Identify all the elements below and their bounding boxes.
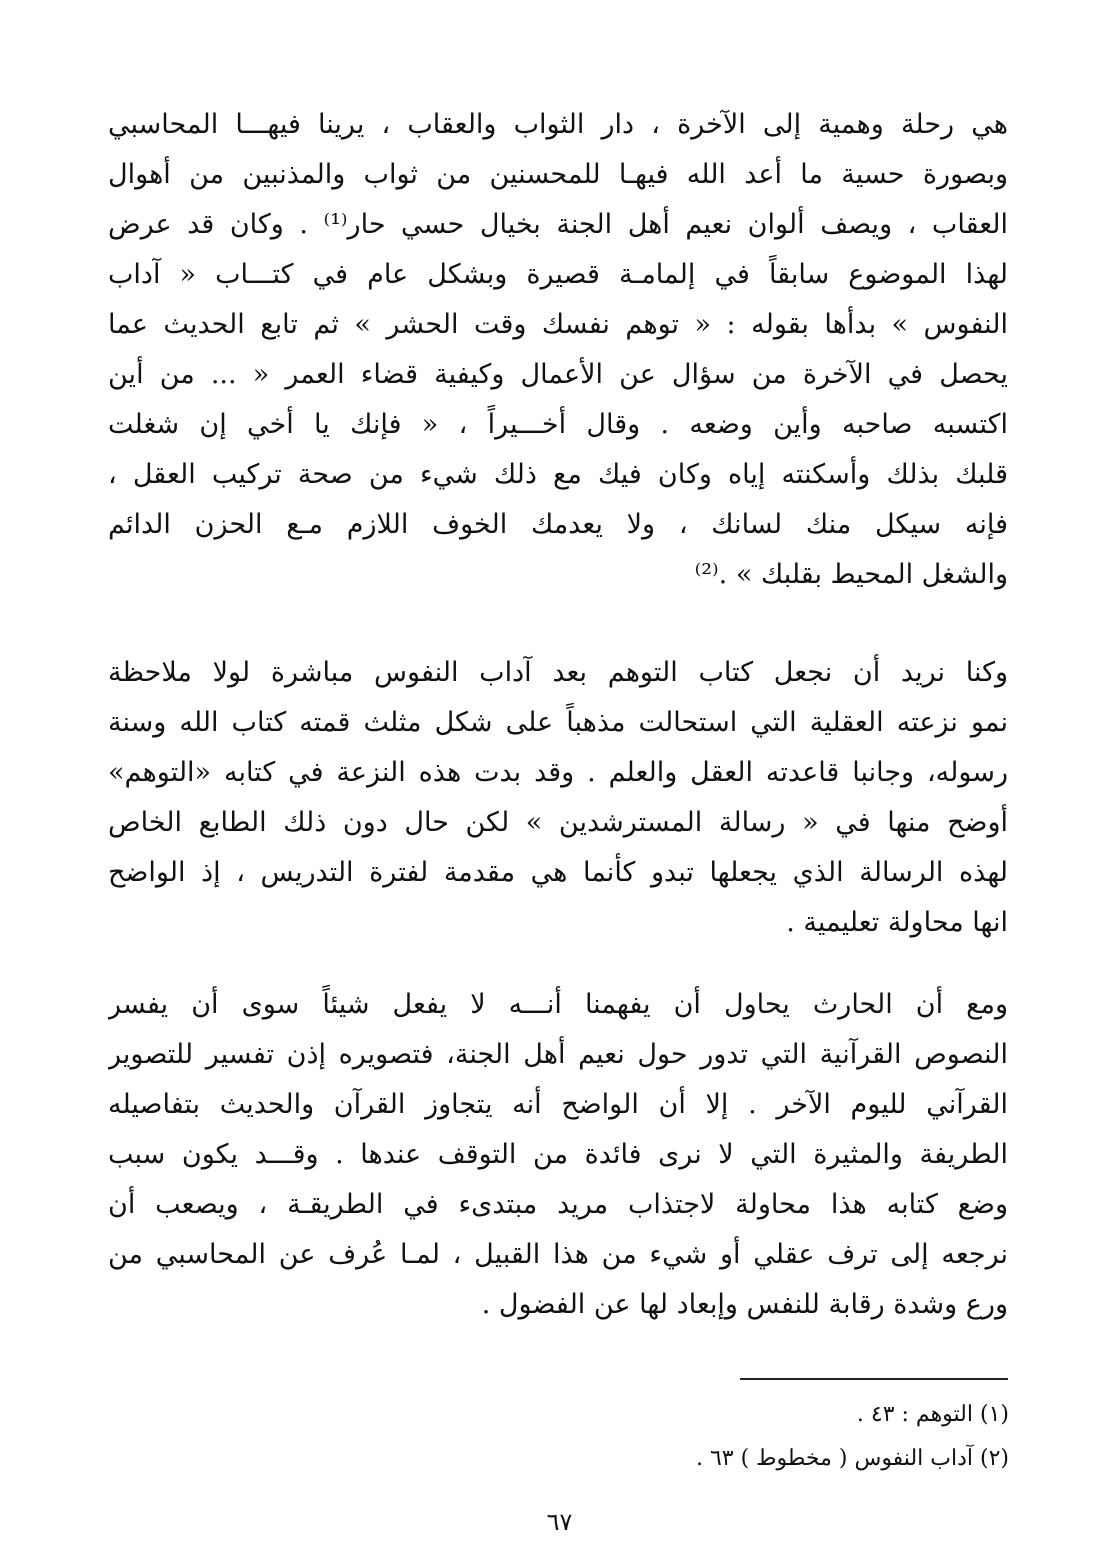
footnote-1: (١) التوهم : ٤٣ . [856, 1402, 1009, 1427]
footnote-divider [740, 1378, 1008, 1380]
text-line: يحصل في الآخرة من سؤال عن الأعمال وكيفية قضاء العمر « ... من أين [108, 359, 1008, 390]
text-line: الطريفة والمثيرة التي لا نرى فائدة من التوقف عندها . وقـــد يكون سبب [108, 1139, 1008, 1170]
text-line: ومع أن الحارث يحاول أن يفهمنا أنـــه لا يفعل شيئاً سوى أن يفسر [108, 989, 1008, 1020]
text-line: وكنا نريد أن نجعل كتاب التوهم بعد آداب النفوس مباشرة لولا ملاحظة [108, 657, 1008, 688]
text-line: نمو نزعته العقلية التي استحالت مذهباً على شكل مثلث قمته كتاب الله وسنة [108, 707, 1008, 738]
text-line: القرآني لليوم الآخر . إلا أن الواضح أنه يتجاوز القرآن والحديث بتفاصيله [108, 1089, 1008, 1120]
footnote-2: (٢) آداب النفوس ( مخطوط ) ٦٣ . [695, 1446, 1009, 1471]
text-line: أوضح منها في « رسالة المسترشدين » لكن حال دون ذلك الطابع الخاص [108, 807, 1008, 838]
text-line: نرجعه إلى ترف عقلي أو شيء من هذا القبيل ، لمـا عُرف عن المحاسبي من [108, 1239, 1008, 1270]
text-line: وبصورة حسية ما أعد الله فيهـا للمحسنين من ثواب والمذنبين من أهوال [108, 159, 1008, 190]
paragraph-3 [108, 980, 1008, 1330]
text-line: هي رحلة وهمية إلى الآخرة ، دار الثواب والعقاب ، يرينا فيهـــا المحاسبي [108, 109, 1008, 140]
text-line: لهذا الموضوع سابقاً في إلمامـة قصيرة وبشكل عام في كتـــاب « آداب [108, 259, 1008, 290]
page-number: ٦٧ [546, 1508, 573, 1536]
text-line: رسوله، وجانبا قاعدته العقل والعلم . وقد بدت هذه النزعة في كتابه «التوهم» [108, 757, 1008, 788]
text-line: فإنه سيكل منك لسانك ، ولا يعدمك الخوف اللازم مـع الحزن الدائم [108, 509, 1008, 540]
text-line: العقاب ، ويصف ألوان نعيم أهل الجنة بخيال حسي حار⁽¹⁾ . وكان قد عرض [108, 209, 1008, 240]
text-line: اكتسبه صاحبه وأين وضعه . وقال أخـــيراً ، « فإنك يا أخي إن شغلت [108, 409, 1008, 440]
text-line: وضع كتابه هذا محاولة لاجتذاب مريد مبتدىء في الطريقـة ، ويصعب أن [108, 1189, 1008, 1220]
text-line: النصوص القرآنية التي تدور حول نعيم أهل الجنة، فتصويره إذن تفسير للتصوير [108, 1039, 1008, 1070]
text-line: انها محاولة تعليمية . [786, 907, 1008, 938]
footnotes [696, 1393, 1009, 1481]
text-line: والشغل المحيط بقلبك » .⁽²⁾ [694, 559, 1008, 590]
text-line: النفوس » بدأها بقوله : « توهم نفسك وقت الحشر » ثم تابع الحديث عما [108, 309, 1008, 340]
text-line: لهذه الرسالة الذي يجعلها تبدو كأنما هي مقدمة لفترة التدريس ، إذ الواضح [108, 857, 1008, 888]
text-line: ورع وشدة رقابة للنفس وإبعاد لها عن الفضول . [481, 1289, 1008, 1320]
text-line: قلبك بذلك وأسكنته إياه وكان فيك مع ذلك شيء من صحة تركيب العقل ، [108, 459, 1008, 490]
paragraph-2 [108, 648, 1008, 948]
paragraph-1 [108, 100, 1008, 600]
